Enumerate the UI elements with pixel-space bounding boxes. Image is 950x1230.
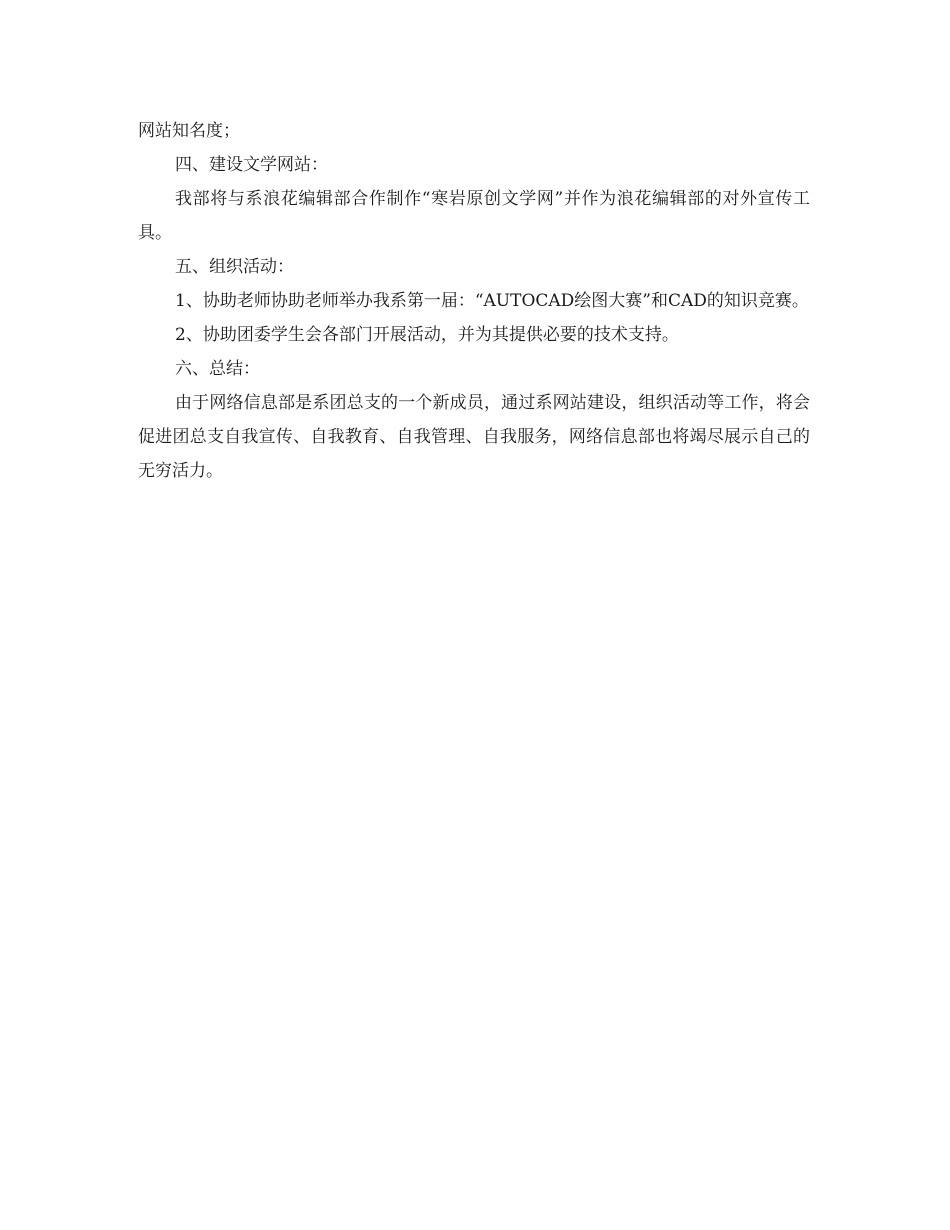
paragraph-continuation: 网站知名度；: [138, 121, 240, 141]
section-heading-4: 四、建设文学网站：: [175, 155, 328, 175]
document-body: [138, 114, 810, 488]
paragraph-literature-site: 我部将与系浪花编辑部合作制作“寒岩原创文学网”并作为浪花编辑部的对外宣传工具。: [138, 189, 810, 243]
section-heading-5: 五、组织活动：: [175, 257, 294, 277]
paragraph-summary: 由于网络信息部是系团总支的一个新成员，通过系网站建设，组织活动等工作，将会促进团总支自我宣传、自我教育、自我管理、自我服务，网络信息部也将竭尽展示自己的无穷活力。: [138, 393, 810, 481]
list-item-activity-2: 2、协助团委学生会各部门开展活动，并为其提供必要的技术支持。: [175, 325, 679, 345]
section-heading-6: 六、总结：: [175, 359, 260, 379]
list-item-activity-1: 1、协助老师协助老师举办我系第一届：“AUTOCAD绘图大赛”和CAD的知识竞赛。: [175, 291, 809, 311]
